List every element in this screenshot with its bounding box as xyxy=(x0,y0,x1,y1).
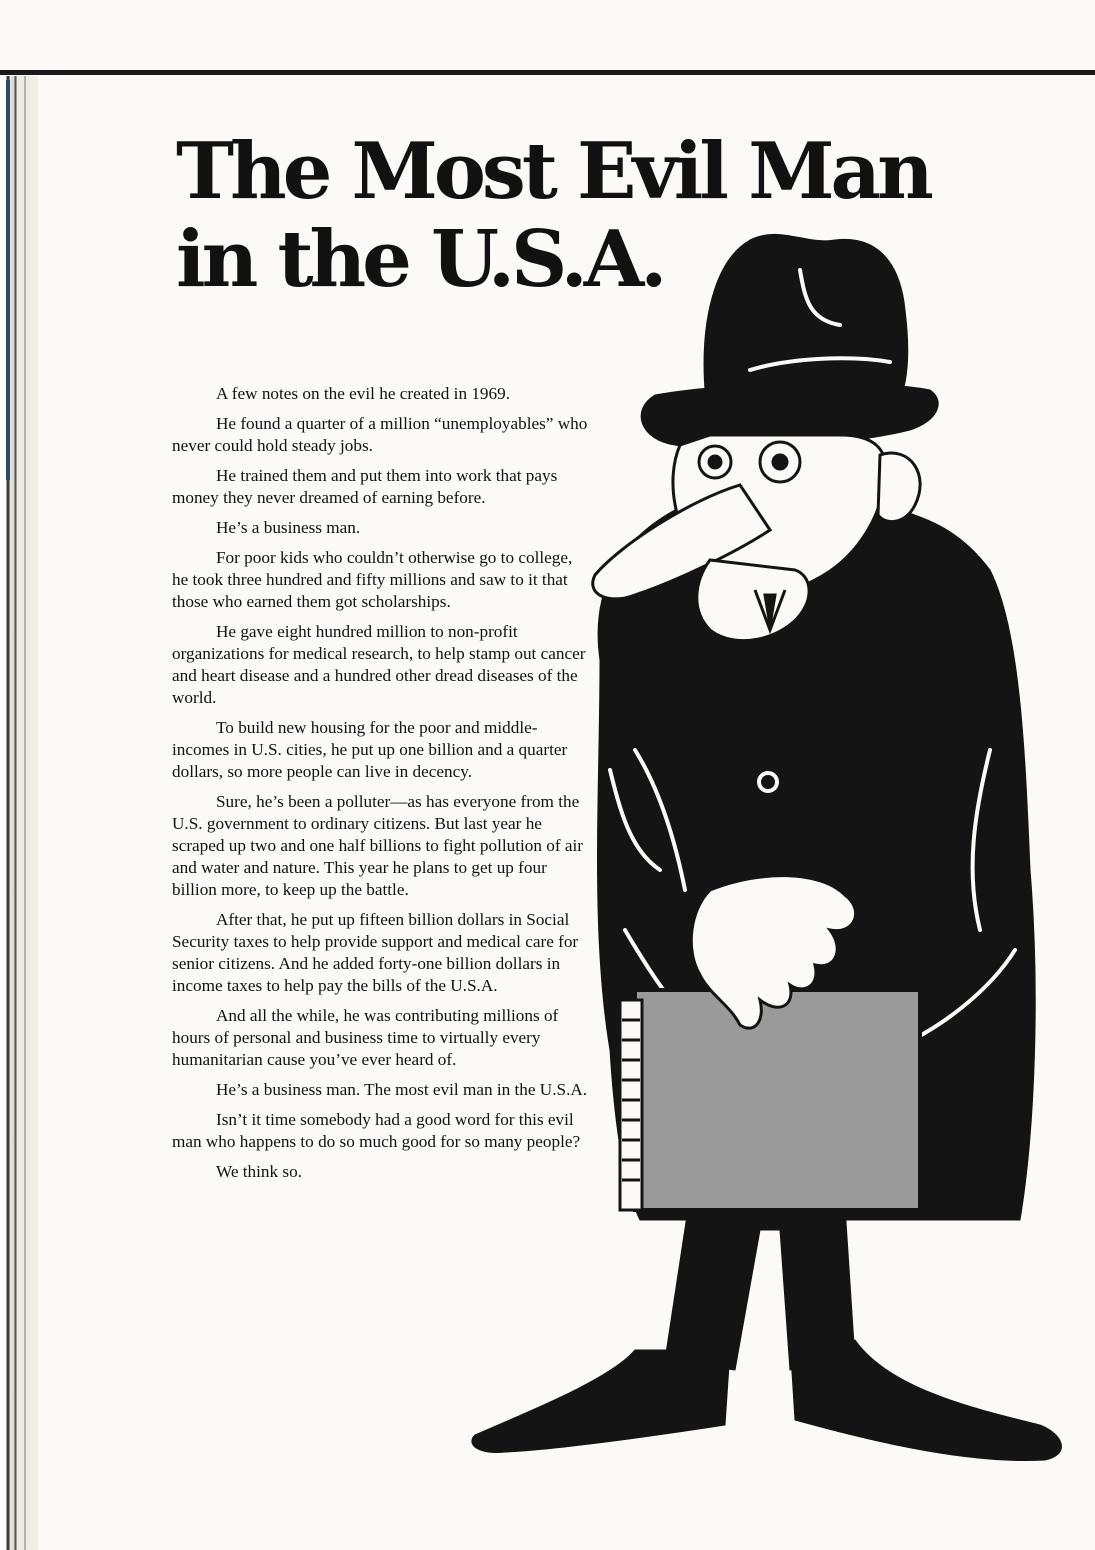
briefcase xyxy=(635,990,920,1210)
paragraph: Sure, he’s been a polluter—as has everyone from the U.S. government to ordinary citizens. But last year he scraped up two and one half billions to fight pollution of air and water and nature. This year he plans to get up four billion more, to keep up the battle. xyxy=(172,792,583,899)
paragraph: Isn’t it time somebody had a good word for this evil man who happens to do so much good for so many people? xyxy=(172,1110,581,1151)
paragraph: And all the while, he was contributing millions of hours of personal and business time to virtually every humanitarian cause you’ve ever heard of. xyxy=(172,1006,559,1069)
paragraph: He gave eight hundred million to non-profit organizations for medical research, to help stamp out cancer and heart disease and a hundred other dread diseases of the world. xyxy=(172,622,586,707)
paragraph: He’s a business man. The most evil man in the U.S.A. xyxy=(216,1080,588,1099)
paragraph: He’s a business man. xyxy=(216,518,361,537)
paragraph: After that, he put up fifteen billion dollars in Social Security taxes to help provide support and medical care for senior citizens. And he added forty-one billion dollars in income taxes to help pay the bills of the U.S.A. xyxy=(172,910,579,995)
ear xyxy=(878,453,920,522)
headline-line-1: The Most Evil Man xyxy=(176,126,930,217)
hat-crown xyxy=(704,234,908,400)
paragraph: He trained them and put them into work that pays money they never dreamed of earning before. xyxy=(172,466,558,507)
paragraph: We think so. xyxy=(216,1162,302,1181)
paragraph: He found a quarter of a million “unemployables” who never could hold steady jobs. xyxy=(172,414,588,455)
paragraph: For poor kids who couldn’t otherwise go to college, he took three hundred and fifty millions and saw to it that those who earned them got scholarships. xyxy=(172,548,573,611)
businessman-illustration xyxy=(460,230,1080,1520)
binding-color-strip xyxy=(6,80,10,480)
top-rule xyxy=(0,70,1095,75)
paragraph: A few notes on the evil he created in 1969. xyxy=(216,384,511,403)
left-shoe xyxy=(472,1350,730,1453)
paragraph: To build new housing for the poor and middle-incomes in U.S. cities, he put up one billion and a quarter dollars, so more people can live in decency. xyxy=(172,718,568,781)
headline-line-2: in the U.S.A. xyxy=(176,214,664,305)
